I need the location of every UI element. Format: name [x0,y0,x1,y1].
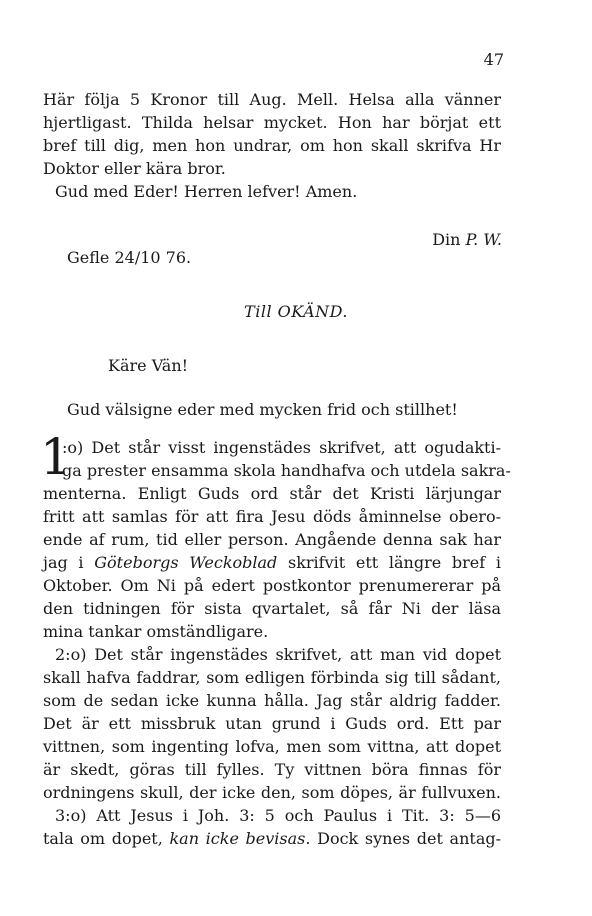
para1-line: ende af rum, tid eller person. Angående denna sak har [43,530,501,549]
text-span: Dock synes det antag- [317,829,502,848]
intro-line: Här följa 5 Kronor till Aug. Mell. Helsa alla vänner [43,90,501,109]
para1-line: Oktober. Om Ni på edert postkontor prenumererar på [43,576,501,595]
signature-word: Din [432,230,466,249]
para1-line: den tidningen för sista qvartalet, så får Ni der läsa [43,599,501,618]
para3-line-mixed [43,827,501,850]
intro-line: Doktor eller kära bror. [43,159,226,178]
intro-line: bref till dig, men hon undrar, om hon skall skrifva Hr [43,136,501,155]
text-span: tala om dopet, [43,829,163,848]
emphasis-text: kan icke bevisas. [169,829,311,848]
para1-line: ga prester ensamma skola handhafva och utdela sakra- [62,461,511,480]
closing-line: Gud med Eder! Herren lefver! Amen. [55,182,358,201]
newspaper-title: Göteborgs Weckoblad [94,553,278,572]
text-span: jag i [43,553,84,572]
blessing-line: Gud välsigne eder med mycken frid och stillhet! [67,400,458,419]
para1-line: fritt att samlas för att fira Jesu döds åminnelse obero- [43,507,501,526]
drop-cap: 1 [40,428,72,486]
para3-line: 3:o) Att Jesus i Joh. 3: 5 och Paulus i Tit. 3: 5—6 [55,806,501,825]
para2-line: vittnen, som ingenting lofva, men som vittna, att dopet [43,737,501,756]
greeting: Käre Vän! [108,356,189,375]
para2-line: skall hafva faddrar, som edligen förbinda sig till sådant, [43,668,501,687]
page-number: 47 [483,50,504,69]
para1-line: :o) Det står visst ingenstädes skrifvet, att ogudakti- [62,438,501,457]
date-place: Gefle 24/10 76. [67,248,192,267]
intro-line: hjertligast. Thilda helsar mycket. Hon har börjat ett [43,113,501,132]
para2-line: 2:o) Det står ingenstädes skrifvet, att man vid dopet [55,645,501,664]
signature-initials: P. W. [465,230,502,249]
para2-line: är skedt, göras till fylles. Ty vittnen böra finnas för [43,760,501,779]
para2-line: ordningens skull, der icke den, som döpes, är fullvuxen. [43,783,501,802]
para1-line: mina tankar omständligare. [43,622,269,641]
para2-line: som de sedan icke kunna hålla. Jag står aldrig fadder. [43,691,501,710]
para1-line: menterna. Enligt Guds ord står det Kristi lärjungar [43,484,501,503]
signature [380,230,502,249]
text-span: skrifvit ett längre bref i [288,553,501,572]
section-heading: Till OKÄND. [244,302,348,321]
para2-line: Det är ett missbruk utan grund i Guds ord. Ett par [43,714,501,733]
para1-line-mixed [43,551,501,574]
